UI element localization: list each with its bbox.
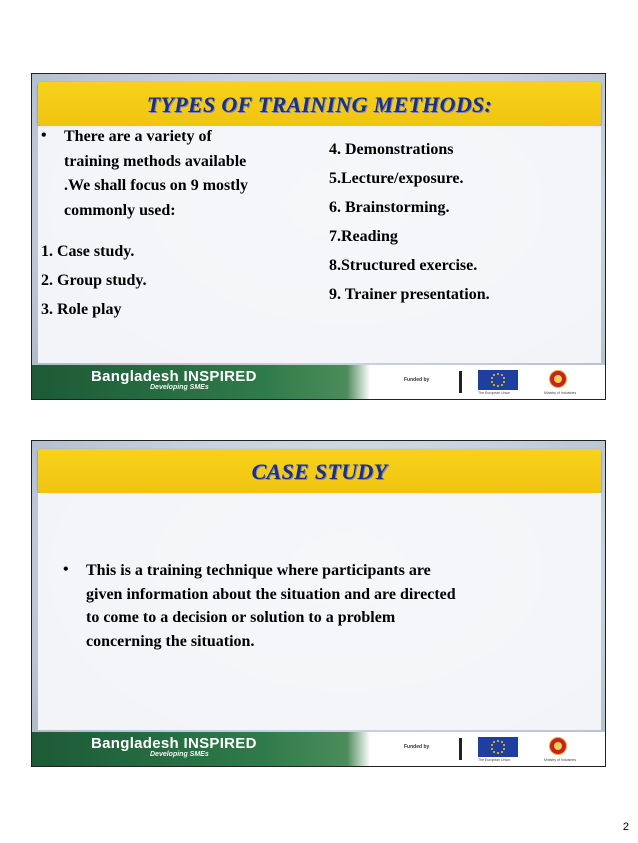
list-item: 3. Role play <box>41 301 122 318</box>
slide-types-of-training-methods <box>31 73 606 400</box>
list-item: 5.Lecture/exposure. <box>329 170 464 187</box>
slide-case-study <box>31 440 606 767</box>
methods-list-right <box>329 135 490 309</box>
body-line: to come to a decision or solution to a problem <box>86 609 396 626</box>
body-line: given information about the situation and are directed <box>86 585 456 603</box>
list-item: 9. Trainer presentation. <box>329 286 490 303</box>
slide-footer <box>32 732 605 766</box>
eu-flag-icon <box>478 737 518 757</box>
methods-list-left <box>41 237 147 324</box>
brand-tagline: Developing SMEs <box>150 751 209 758</box>
slide-title: TYPES OF TRAINING METHODS: <box>146 92 493 117</box>
intro-line: commonly used: <box>64 201 176 219</box>
slide-title-bar <box>38 82 601 126</box>
slide-title-bar <box>38 449 601 493</box>
list-item: 6. Brainstorming. <box>329 199 450 216</box>
list-item: 1. Case study. <box>41 243 135 260</box>
page-number: 2 <box>622 821 629 833</box>
bullet-icon: • <box>63 561 69 578</box>
brand-tagline: Developing SMEs <box>150 384 209 391</box>
funded-by-label: Funded by <box>404 744 430 750</box>
body-line: This is a training technique where participants are <box>86 562 431 579</box>
ministry-label: Ministry of Industries <box>544 758 577 762</box>
ministry-seal-icon <box>549 370 567 388</box>
eu-label: The European Union <box>478 758 511 762</box>
list-item: 7.Reading <box>329 228 398 245</box>
list-item: 8.Structured exercise. <box>329 257 478 274</box>
case-study-paragraph <box>86 559 456 653</box>
body-line: concerning the situation. <box>86 632 255 650</box>
footer-divider <box>459 371 462 393</box>
eu-flag-icon <box>478 370 518 390</box>
intro-line: training methods available <box>64 152 247 170</box>
bullet-icon: • <box>41 127 47 144</box>
ministry-seal-icon <box>549 737 567 755</box>
brand-name: Bangladesh INSPIRED <box>91 368 257 385</box>
slide-title: CASE STUDY <box>251 459 388 484</box>
intro-paragraph <box>64 125 248 223</box>
slide-footer <box>32 365 605 399</box>
intro-line: .We shall focus on 9 mostly <box>64 177 249 194</box>
brand-name: Bangladesh INSPIRED <box>91 735 257 752</box>
list-item: 4. Demonstrations <box>329 141 454 158</box>
funded-by-label: Funded by <box>404 377 430 383</box>
ministry-label: Ministry of Industries <box>544 391 577 395</box>
footer-divider <box>459 738 462 760</box>
intro-line: There are a variety of <box>64 128 212 145</box>
eu-label: The European Union <box>478 391 511 395</box>
list-item: 2. Group study. <box>41 272 147 289</box>
